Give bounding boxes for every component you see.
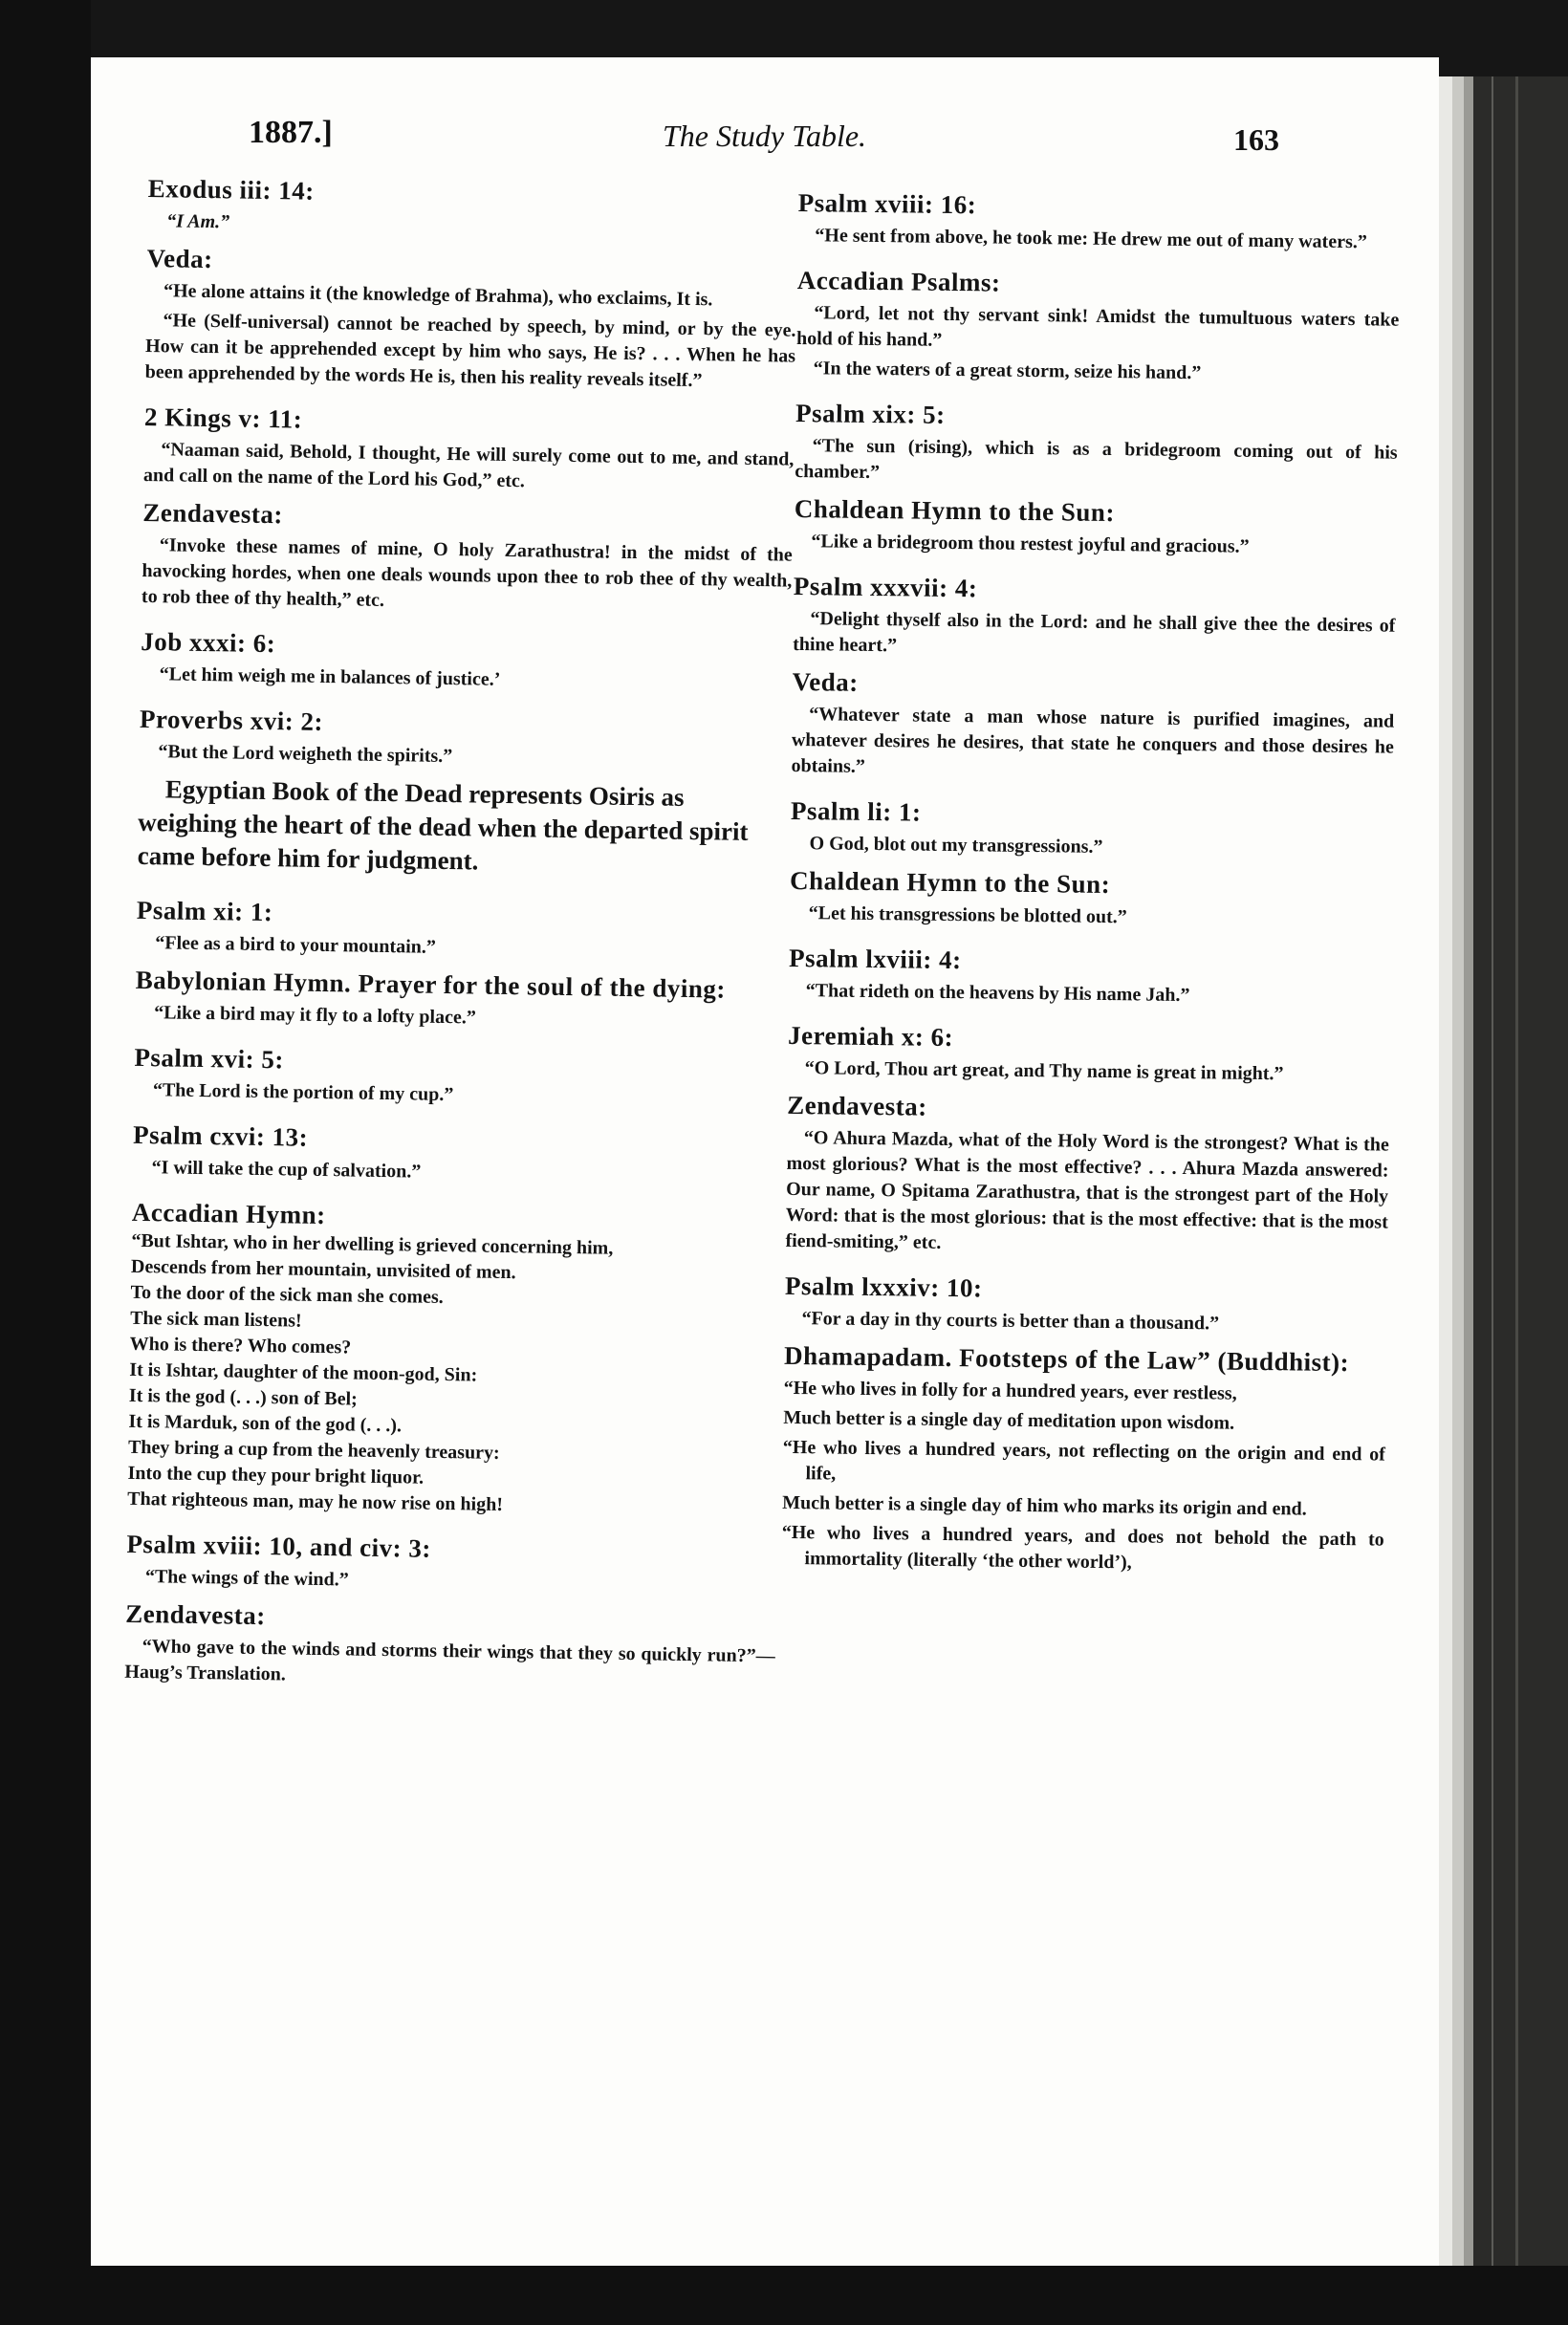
entry [126,1528,777,1600]
entry-quote: “But the Lord weigheth the spirits.” [158,741,453,768]
right-column [781,186,1401,1579]
entry-heading: Zendavesta: [142,497,284,530]
entry [136,894,787,967]
running-title: The Study Table. [663,119,867,153]
entry [137,772,789,883]
entry-quote: “He alone attains it (the knowledge of Brahma), who exclaims, It is. [163,280,713,311]
entry-heading: Veda: [146,243,213,274]
entry [141,625,792,698]
entry [791,665,1394,787]
entry-heading: Psalm li: 1: [790,795,922,827]
entry-quote: “Lord, let not thy servant sink! Amidst the tumultuous waters take hold of his hand.” [795,302,1400,351]
entry-quote: “He (Self-universal) cannot be reached by speech, by mind, or by the eye. How can it be apprehended except by him who says, He is? . . . When he has been apprehended by the words He is, then his reality reveals itself.” [144,310,796,392]
entry [796,264,1400,389]
entry-heading: Psalm xviii: 10, and civ: 3: [126,1529,432,1563]
page-edge [1515,76,1518,2266]
entry [793,570,1396,665]
book-spine-shadow [1473,76,1568,2266]
poem-line: It is Marduk, son of the god (. . .). [128,1410,403,1437]
entry-heading: Veda: [792,666,859,697]
entry-heading: Psalm xix: 5: [795,398,946,429]
entry-quote: “That rideth on the heavens by His name Jah.” [805,980,1190,1007]
entry-heading: Dhamapadam. Footsteps of the Law” (Buddhist): [783,1340,1350,1378]
entry [124,1597,775,1696]
entry-quote: “Let his transgressions be blotted out.” [808,902,1127,928]
entry-heading: Babylonian Hymn. Prayer for the soul of the dying: [135,965,727,1004]
verse-line: “He who lives in folly for a hundred years, ever restless, [783,1377,1237,1404]
prose-paragraph: Egyptian Book of the Dead represents Osiris as weighing the heart of the dead when the departed spirit came before him for judgment. [137,774,749,876]
entry-quote: “He sent from above, he took me: He drew me out of many waters.” [815,225,1367,253]
entry [781,1339,1386,1579]
entry [788,1019,1391,1089]
book-gutter [0,0,91,2325]
page-edge [1452,76,1464,2266]
entry-heading: Psalm cxvi: 13: [132,1119,309,1152]
entry-quote: “The Lord is the portion of my cup.” [152,1079,454,1106]
entry-quote: “For a day in thy courts is better than a thousand.” [801,1308,1220,1335]
entry-heading: Accadian Hymn: [131,1197,326,1230]
poem-line: The sick man listens! [129,1307,302,1332]
verse-line: Much better is a single day of him who marks its origin and end. [782,1491,1307,1520]
running-head [91,57,1439,157]
book-page [91,57,1439,2266]
entry [143,401,795,499]
entry [144,242,796,396]
entry-quote: “In the waters of a great storm, seize his hand.” [813,358,1202,384]
entry [797,186,1401,256]
poem-line: It is the god (. . .) son of Bel; [128,1384,358,1410]
bottom-edge [0,2266,1568,2325]
entry-quote: “Who gave to the winds and storms their wings that they so quickly run?”—Haug’s Translation. [124,1636,775,1685]
year: 1887.] [249,115,333,150]
entry-quote: “O Lord, Thou art great, and Thy name is great in might.” [804,1057,1284,1085]
entry-heading: Zendavesta: [787,1090,927,1121]
entry [795,397,1398,492]
entry-quote: “I will take the cup of salvation.” [151,1157,422,1183]
entry-heading: Accadian Psalms: [796,265,1001,297]
entry-heading: Exodus iii: 14: [147,173,315,206]
entry-heading: Psalm lxxxiv: 10: [784,1271,983,1303]
poem-line: “But Ishtar, who in her dwelling is grieved concerning him, [131,1229,614,1259]
entry [790,794,1393,864]
page-number: 163 [1233,122,1279,157]
poem-line: They bring a cup from the heavenly treasury: [127,1436,500,1464]
entry-heading: Jeremiah x: 6: [787,1020,954,1053]
entry-heading: Psalm xviii: 16: [797,187,977,220]
entry [794,492,1397,562]
poem-line: It is Ishtar, daughter of the moon-god, Sin: [129,1358,478,1386]
entry-heading: Zendavesta: [125,1598,267,1631]
entry-quote: “O Ahura Mazda, what of the Holy Word is the strongest? What is the most glorious? What is the most effective? . . . Ahura Mazda answered: Our name, O Spitama Zarathustra, that is the strongest part of the Holy Word: that is the most glorious: that is the most effective: that is the most fiend-smiting,” etc. [785,1127,1389,1253]
left-column [124,172,798,1695]
entry-quote: “Invoke these names of mine, O holy Zarathustra! in the midst of the havocking hordes, when one deals wounds upon thee to rob thee of thy wealth, to rob thee of thy health,” etc. [141,534,793,611]
entry [142,496,794,620]
poem-line: That righteous man, may he now rise on high! [127,1488,504,1515]
entry [147,172,798,245]
entry-quote: “Delight thyself also in the Lord: and he shall give thee the desires of thine heart.” [793,608,1396,657]
entry-heading: Chaldean Hymn to the Sun: [794,493,1116,528]
entry-quote: “The wings of the wind.” [144,1566,349,1591]
entry-heading: Job xxxi: 6: [141,626,276,659]
entry [134,1041,785,1114]
entry [135,964,786,1036]
page-edge [1439,76,1452,2266]
entry [790,864,1393,934]
entry-heading: Psalm lxviii: 4: [788,943,962,975]
entry-quote: “Like a bridegroom thou restest joyful and gracious.” [811,531,1250,557]
verse-line: “He who lives a hundred years, not reflecting on the origin and end of life, [782,1436,1385,1485]
entry-heading: 2 Kings v: 11: [143,402,303,434]
entry-quote: O God, blot out my transgressions.” [809,833,1103,858]
entry [132,1119,783,1191]
entry-quote: “Like a bird may it fly to a lofty place.” [154,1002,476,1029]
poem-line: To the door of the sick man she comes. [130,1281,444,1308]
entry-quote: “The sun (rising), which is as a bridegroom coming out of his chamber.” [795,435,1398,484]
entry [139,703,790,775]
entry-quote: “Let him weigh me in balances of justice.’ [159,663,501,690]
entry [789,942,1392,1011]
verse-line: Much better is a single day of meditation upon wisdom. [783,1406,1235,1434]
poem-line: Who is there? Who comes? [129,1333,352,1358]
verse-line: “He who lives a hundred years, and does not behold the path to immortality (literally ‘the other world’), [781,1521,1384,1574]
entry-quote: “Whatever state a man whose nature is purified imagines, and whatever desires he desires, that state he conquers and those desires he obtains.” [791,704,1395,777]
entry-quote: “Flee as a bird to your mountain.” [155,932,437,958]
entry [785,1089,1389,1262]
entry-heading: Psalm xi: 1: [136,895,273,927]
entry-quote: “Naaman said, Behold, I thought, He will surely come out to me, and stand, and call on the name of the Lord his God,” etc. [142,439,795,492]
poem-line: Into the cup they pour bright liquor. [127,1462,425,1488]
page-edge [1492,76,1493,2266]
entry [127,1196,782,1523]
entry-heading: Psalm xvi: 5: [134,1042,285,1075]
entry-heading: Psalm xxxvii: 4: [793,571,978,603]
entry [784,1270,1387,1339]
entry-quote: “I Am.” [166,210,230,233]
poem-line: Descends from her mountain, unvisited of men. [130,1255,516,1284]
entry-heading: Proverbs xvi: 2: [139,704,324,736]
page-edge [1464,76,1473,2266]
entry-heading: Chaldean Hymn to the Sun: [789,865,1111,900]
